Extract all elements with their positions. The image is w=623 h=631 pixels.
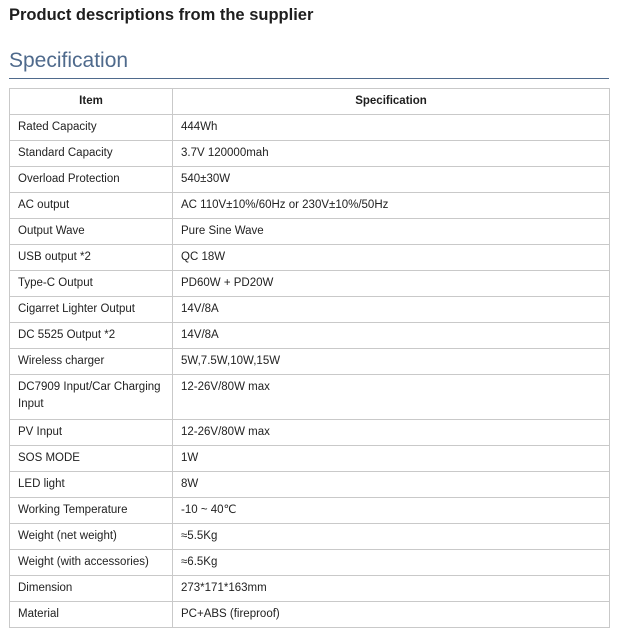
item-cell: Type-C Output — [10, 271, 173, 297]
spec-cell: PC+ABS (fireproof) — [173, 602, 610, 628]
spec-cell: 1W — [173, 446, 610, 472]
item-cell: Output Wave — [10, 219, 173, 245]
table-row — [10, 193, 610, 219]
spec-cell: ≈5.5Kg — [173, 524, 610, 550]
item-cell: Dimension — [10, 576, 173, 602]
section-title: Specification — [9, 49, 129, 72]
table-row — [10, 349, 610, 375]
item-cell: Working Temperature — [10, 498, 173, 524]
table-row — [10, 271, 610, 297]
table-row — [10, 323, 610, 349]
table-row — [10, 576, 610, 602]
item-cell: Weight (net weight) — [10, 524, 173, 550]
item-cell: Weight (with accessories) — [10, 550, 173, 576]
table-row — [10, 420, 610, 446]
column-header-specification: Specification — [173, 89, 610, 115]
table-row — [10, 375, 610, 420]
section-divider — [9, 78, 609, 79]
item-cell: Standard Capacity — [10, 141, 173, 167]
item-cell: Wireless charger — [10, 349, 173, 375]
item-cell: DC 5525 Output *2 — [10, 323, 173, 349]
spec-cell: 14V/8A — [173, 323, 610, 349]
page-heading: Product descriptions from the supplier — [9, 6, 314, 24]
table-row — [10, 219, 610, 245]
item-cell: USB output *2 — [10, 245, 173, 271]
item-cell: Material — [10, 602, 173, 628]
table-row — [10, 141, 610, 167]
table-row — [10, 297, 610, 323]
spec-cell: 14V/8A — [173, 297, 610, 323]
spec-cell: -10 ~ 40℃ — [173, 498, 610, 524]
spec-cell: 3.7V 120000mah — [173, 141, 610, 167]
table-header-row — [10, 89, 610, 115]
item-cell: PV Input — [10, 420, 173, 446]
spec-cell: ≈6.5Kg — [173, 550, 610, 576]
table-row — [10, 550, 610, 576]
item-cell: Cigarret Lighter Output — [10, 297, 173, 323]
item-cell: DC7909 Input/Car Charging Input — [10, 375, 173, 420]
table-row — [10, 167, 610, 193]
spec-cell: QC 18W — [173, 245, 610, 271]
table-row — [10, 115, 610, 141]
item-cell: Overload Protection — [10, 167, 173, 193]
spec-cell: 12-26V/80W max — [173, 420, 610, 446]
specification-table — [9, 88, 610, 628]
spec-cell: 444Wh — [173, 115, 610, 141]
table-row — [10, 602, 610, 628]
item-cell: Rated Capacity — [10, 115, 173, 141]
table-row — [10, 472, 610, 498]
spec-cell: Pure Sine Wave — [173, 219, 610, 245]
spec-cell: 8W — [173, 472, 610, 498]
table-row — [10, 498, 610, 524]
table-row — [10, 446, 610, 472]
spec-cell: 5W,7.5W,10W,15W — [173, 349, 610, 375]
column-header-item: Item — [10, 89, 173, 115]
table-row — [10, 245, 610, 271]
spec-cell: PD60W + PD20W — [173, 271, 610, 297]
spec-cell: 540±30W — [173, 167, 610, 193]
item-cell: AC output — [10, 193, 173, 219]
spec-cell: AC 110V±10%/60Hz or 230V±10%/50Hz — [173, 193, 610, 219]
table-row — [10, 524, 610, 550]
spec-cell: 273*171*163mm — [173, 576, 610, 602]
spec-cell: 12-26V/80W max — [173, 375, 610, 420]
item-cell: LED light — [10, 472, 173, 498]
item-cell: SOS MODE — [10, 446, 173, 472]
